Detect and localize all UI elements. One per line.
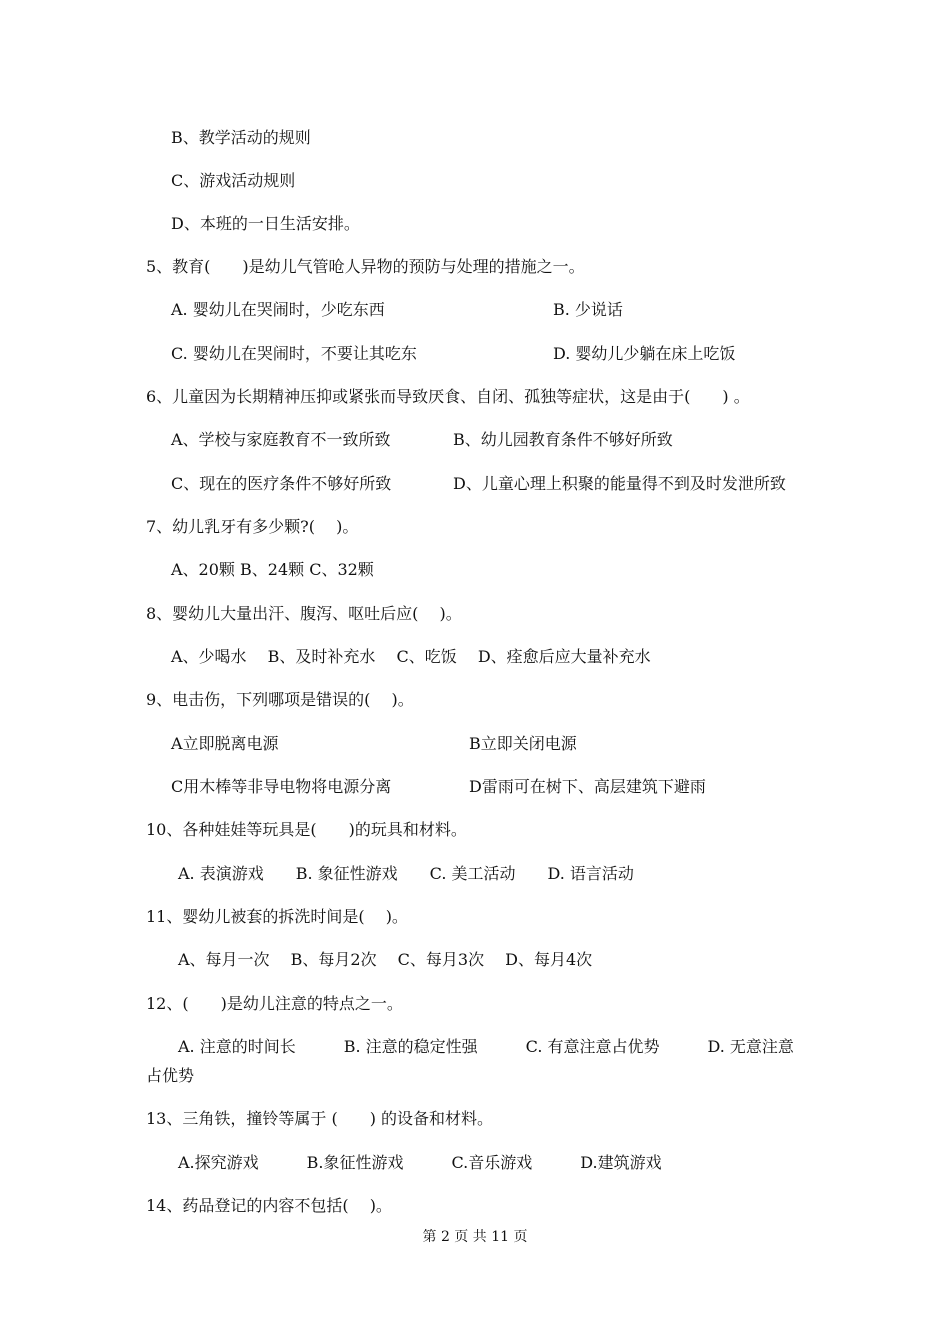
option-4c: C、游戏活动规则: [171, 171, 296, 190]
options-8: A、少喝水 B、及时补充水 C、吃饭 D、痊愈后应大量补充水: [171, 647, 651, 666]
options-12-wrap: 占优势: [146, 1066, 195, 1085]
question-10: 10、各种娃娃等玩具是( )的玩具和材料。: [146, 820, 467, 839]
options-10: A. 表演游戏 B. 象征性游戏 C. 美工活动 D. 语言活动: [178, 864, 634, 883]
options-11: A、每月一次 B、每月2次 C、每月3次 D、每月4次: [178, 950, 593, 969]
option-9d: D雷雨可在树下、高层建筑下避雨: [469, 777, 706, 796]
option-5c: C. 婴幼儿在哭闹时，不要让其吃东: [171, 344, 417, 363]
options-7: A、20颗 B、24颗 C、32颗: [171, 560, 374, 579]
question-5: 5、教育( )是幼儿气管呛人异物的预防与处理的措施之一。: [146, 257, 585, 276]
option-6c: C、现在的医疗条件不够好所致: [171, 474, 392, 493]
question-14: 14、药品登记的内容不包括( )。: [146, 1196, 392, 1215]
option-5d: D. 婴幼儿少躺在床上吃饭: [553, 344, 736, 363]
option-9a: A立即脱离电源: [171, 734, 279, 753]
option-6b: B、幼儿园教育条件不够好所致: [453, 430, 673, 449]
option-6a: A、学校与家庭教育不一致所致: [171, 430, 391, 449]
question-9: 9、电击伤，下列哪项是错误的( )。: [146, 690, 414, 709]
page-footer: 第 2 页 共 11 页: [422, 1229, 528, 1245]
option-5b: B. 少说话: [553, 300, 623, 319]
question-13: 13、三角铁，撞铃等属于 ( ) 的设备和材料。: [146, 1109, 494, 1128]
option-4b: B、教学活动的规则: [171, 128, 311, 147]
options-13: A.探究游戏 B.象征性游戏 C.音乐游戏 D.建筑游戏: [178, 1153, 662, 1172]
option-5a: A. 婴幼儿在哭闹时，少吃东西: [171, 300, 385, 319]
option-9b: B立即关闭电源: [469, 734, 577, 753]
option-4d: D、本班的一日生活安排。: [171, 214, 360, 233]
option-9c: C用木棒等非导电物将电源分离: [171, 777, 392, 796]
question-11: 11、婴幼儿被套的拆洗时间是( )。: [146, 907, 408, 926]
question-12: 12、( )是幼儿注意的特点之一。: [146, 994, 403, 1013]
option-6d: D、儿童心理上积聚的能量得不到及时发泄所致: [453, 474, 786, 493]
question-8: 8、婴幼儿大量出汗、腹泻、呕吐后应( )。: [146, 604, 462, 623]
question-6: 6、儿童因为长期精神压抑或紧张而导致厌食、自闭、孤独等症状，这是由于( ) 。: [146, 387, 750, 406]
question-7: 7、幼儿乳牙有多少颗?( )。: [146, 517, 359, 536]
options-12: A. 注意的时间长 B. 注意的稳定性强 C. 有意注意占优势 D. 无意注意: [178, 1037, 794, 1056]
